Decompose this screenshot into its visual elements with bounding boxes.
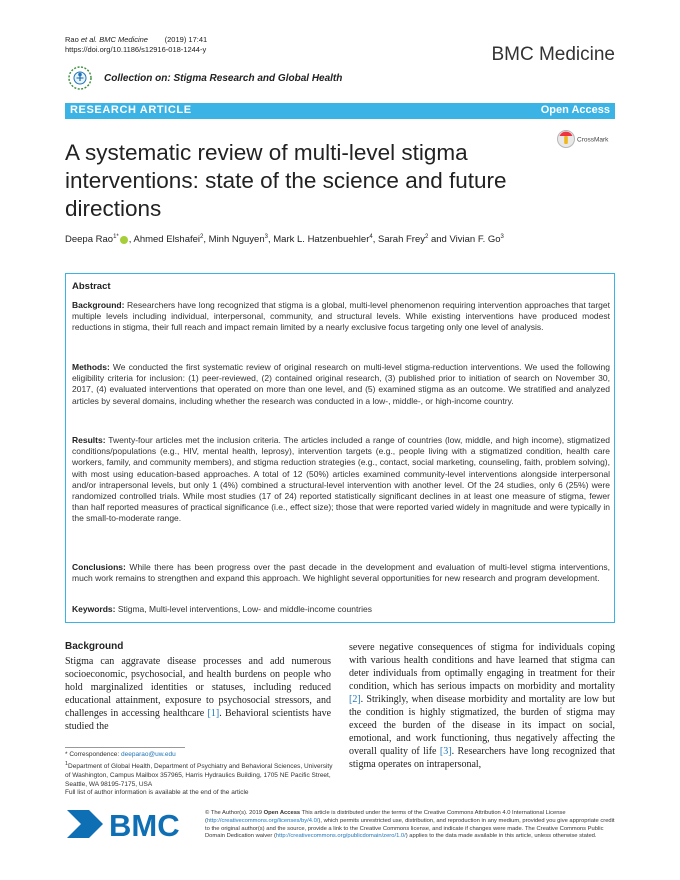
reference-link[interactable]: [1] [207, 708, 220, 719]
abstract-heading: Abstract [72, 281, 111, 292]
footnote-divider [65, 747, 185, 748]
doi-link[interactable]: https://doi.org/10.1186/s12916-018-1244-y [65, 45, 207, 54]
author-name: , Minh Nguyen [203, 234, 265, 246]
author-name: and Vivian F. Go [428, 234, 501, 246]
crossmark-icon[interactable] [556, 128, 612, 150]
affiliation-number: 1 [65, 760, 69, 767]
license-body: ), which permits unrestricted use, distribution, and reproduction in any medium, provided you give appropriate credit to the original author(s) and the source, provide a link to the Creative Commons license, and indicate if changes were made. The Creative Commons Public Domain Dedication waiver ( [205, 817, 615, 840]
author-name: , Ahmed Elshafei [128, 234, 201, 246]
abstract-text: While there has been progress over the past decade in the development and evaluation of multi-level stigma interventions, much work remains to strengthen and expand this approach. We highlight several opportunities for new research and program development. [72, 562, 610, 584]
article-type-label: RESEARCH ARTICLE [70, 104, 192, 116]
abstract-text: Stigma, Multi-level interventions, Low- and middle-income countries [115, 604, 372, 614]
abstract-text: Researchers have long recognized that stigma is a global, multi-level phenomenon requiring intervention approaches that target multiple levels including individual, interpersonal, community, and structural levels. While existing interventions have produced modest reductions in stigma, their full reach and impact remain limited by a nearly exclusive focus targeting only one level of analysis. [72, 300, 610, 333]
author-name: , Sarah Frey [372, 234, 425, 246]
body-column-1 [65, 655, 331, 733]
author-affiliation-sup: 3 [264, 234, 268, 240]
collection-title[interactable]: Collection on: Stigma Research and Global Health [104, 73, 343, 84]
author-name: Deepa Rao [65, 234, 114, 246]
bmc-logo-text: BMC [109, 808, 180, 842]
abstract-methods [72, 362, 610, 407]
author-affiliation-sup: 2 [425, 234, 429, 240]
author-name: , Mark L. Hatzenbuehler [267, 234, 370, 246]
abstract-conclusions [72, 562, 610, 584]
citation-journal: et al. BMC Medicine [80, 35, 148, 44]
open-access-label: Open Access [540, 104, 610, 116]
license-body: This article is distributed under the terms of the Creative Commons Attribution 4.0 International License ( [205, 810, 566, 824]
abstract-label: Methods: [72, 362, 110, 372]
body-text: . Behavioral scientists have studied the [65, 708, 332, 732]
body-text: . Strikingly, when disease morbidity and mortality are low but the condition is highly stigmatized, the burden of stigma may exceed the burden of the disease in its impact on social, emotional, and work functioning, thus negatively affecting the overall quality of life [349, 694, 615, 757]
waiver-link[interactable]: http://creativecommons.org/publicdomain/zero/1.0/ [275, 833, 406, 840]
author-affiliation-sup: 4 [369, 234, 373, 240]
author-affiliation-sup: 1* [113, 234, 119, 240]
body-text: severe negative consequences of stigma for individuals coping with various health conditions and have learned that stigma can deter individuals from optimally engaging in treatment for their condition, which has serious impacts on morbidity and mortality [349, 642, 615, 692]
body-text: Stigma can aggravate disease processes and add numerous socioeconomic, psychosocial, and health burdens on people who hold marginalized identities or statuses, including reduced educational attainment, exposure to psychosocial stressors, and challenges in accessing healthcare [65, 656, 331, 719]
author-affiliation-sup: 3 [500, 234, 504, 240]
collection-logo-icon [62, 63, 98, 93]
abstract-label: Conclusions: [72, 562, 126, 572]
open-access-bold: Open Access [263, 810, 301, 816]
abstract-label: Background: [72, 300, 125, 310]
license-link[interactable]: http://creativecommons.org/licenses/by/4.0/ [206, 817, 319, 824]
abstract-keywords [72, 604, 610, 615]
crossmark-label: CrossMark [577, 136, 609, 144]
article-title: A systematic review of multi-level stigma interventions: state of the science and future directions [65, 140, 507, 221]
bmc-logo-icon [65, 806, 205, 842]
footnote [65, 751, 335, 798]
abstract-label: Keywords: [72, 604, 116, 614]
reference-link[interactable]: [2] [349, 694, 361, 705]
abstract-text: Twenty-four articles met the inclusion criteria. The articles included a range of countries (low, middle, and high income), stigmatized conditions/populations (e.g., HIV, mental health, leprosy), intervention targets (e.g., people living with a stigmatized condition, health care workers, family, and community members), and stigma reduction strategies (e.g., contact, social marketing, counseling, faith, problem solving), with most using education-based approaches. A total of 12 (50%) articles examined community-level interventions alongside interpersonal and/or intrapersonal levels, but only 1 (4%) combined a structural-level intervention with another level. Of the 24 studies, only 6 (25%) were randomized controlled trials. While most studies (17 of 24) reported statistically significant declines in at least one measure of stigma, fewer than half reported measures of practical significance (i.e., effect size); those that were reported varied widely in magnitude and were typically in the small-to-moderate range. [72, 435, 610, 524]
orcid-icon[interactable] [120, 236, 128, 244]
copyright: © The Author(s). 2019 [205, 810, 264, 816]
body-column-2 [349, 641, 615, 771]
correspondence-label: * Correspondence: [65, 751, 122, 758]
author-list [65, 234, 504, 245]
journal-name: BMC Medicine [491, 44, 615, 65]
license-text [205, 810, 615, 841]
author-info-note: Full list of author information is available at the end of the article [65, 789, 249, 797]
section-heading: Background [65, 641, 124, 652]
abstract-label: Results: [72, 435, 106, 445]
abstract-results [72, 435, 610, 525]
license-body: ) applies to the data made available in this article, unless otherwise stated. [405, 833, 597, 840]
author-affiliation-sup: 2 [200, 234, 204, 240]
abstract-background [72, 300, 610, 334]
email-link[interactable]: deeparao@uw.edu [121, 751, 176, 758]
body-text: . Researchers have long recognized that stigma operates on intrapersonal, [349, 746, 615, 770]
reference-link[interactable]: [3] [439, 746, 452, 757]
affiliation-text: Department of Global Health, Department of Psychiatry and Behavioral Sciences, University of Washington, Campus Mailbox 357965, Harris Hydraulics Building, 1705 NE Pacific Street, Seattle, WA 98195-7175, USA [65, 762, 333, 788]
abstract-text: We conducted the first systematic review of original research on multi-level stigma-reduction interventions. We used the following eligibility criteria for inclusion: (1) peer-reviewed, (2) contained original research, (3) published prior to initiation of search on November 30, 2017, (4) evaluated interventions that operated on more than one level, and (5) examined stigma as an outcome. We stratified and analyzed articles by several domains, including whether the research was conducted in a low-, middle-, or high-income country. [72, 362, 610, 406]
citation-authors: Rao [65, 35, 79, 44]
citation [65, 35, 207, 55]
citation-year: (2019) 17:41 [164, 35, 208, 44]
